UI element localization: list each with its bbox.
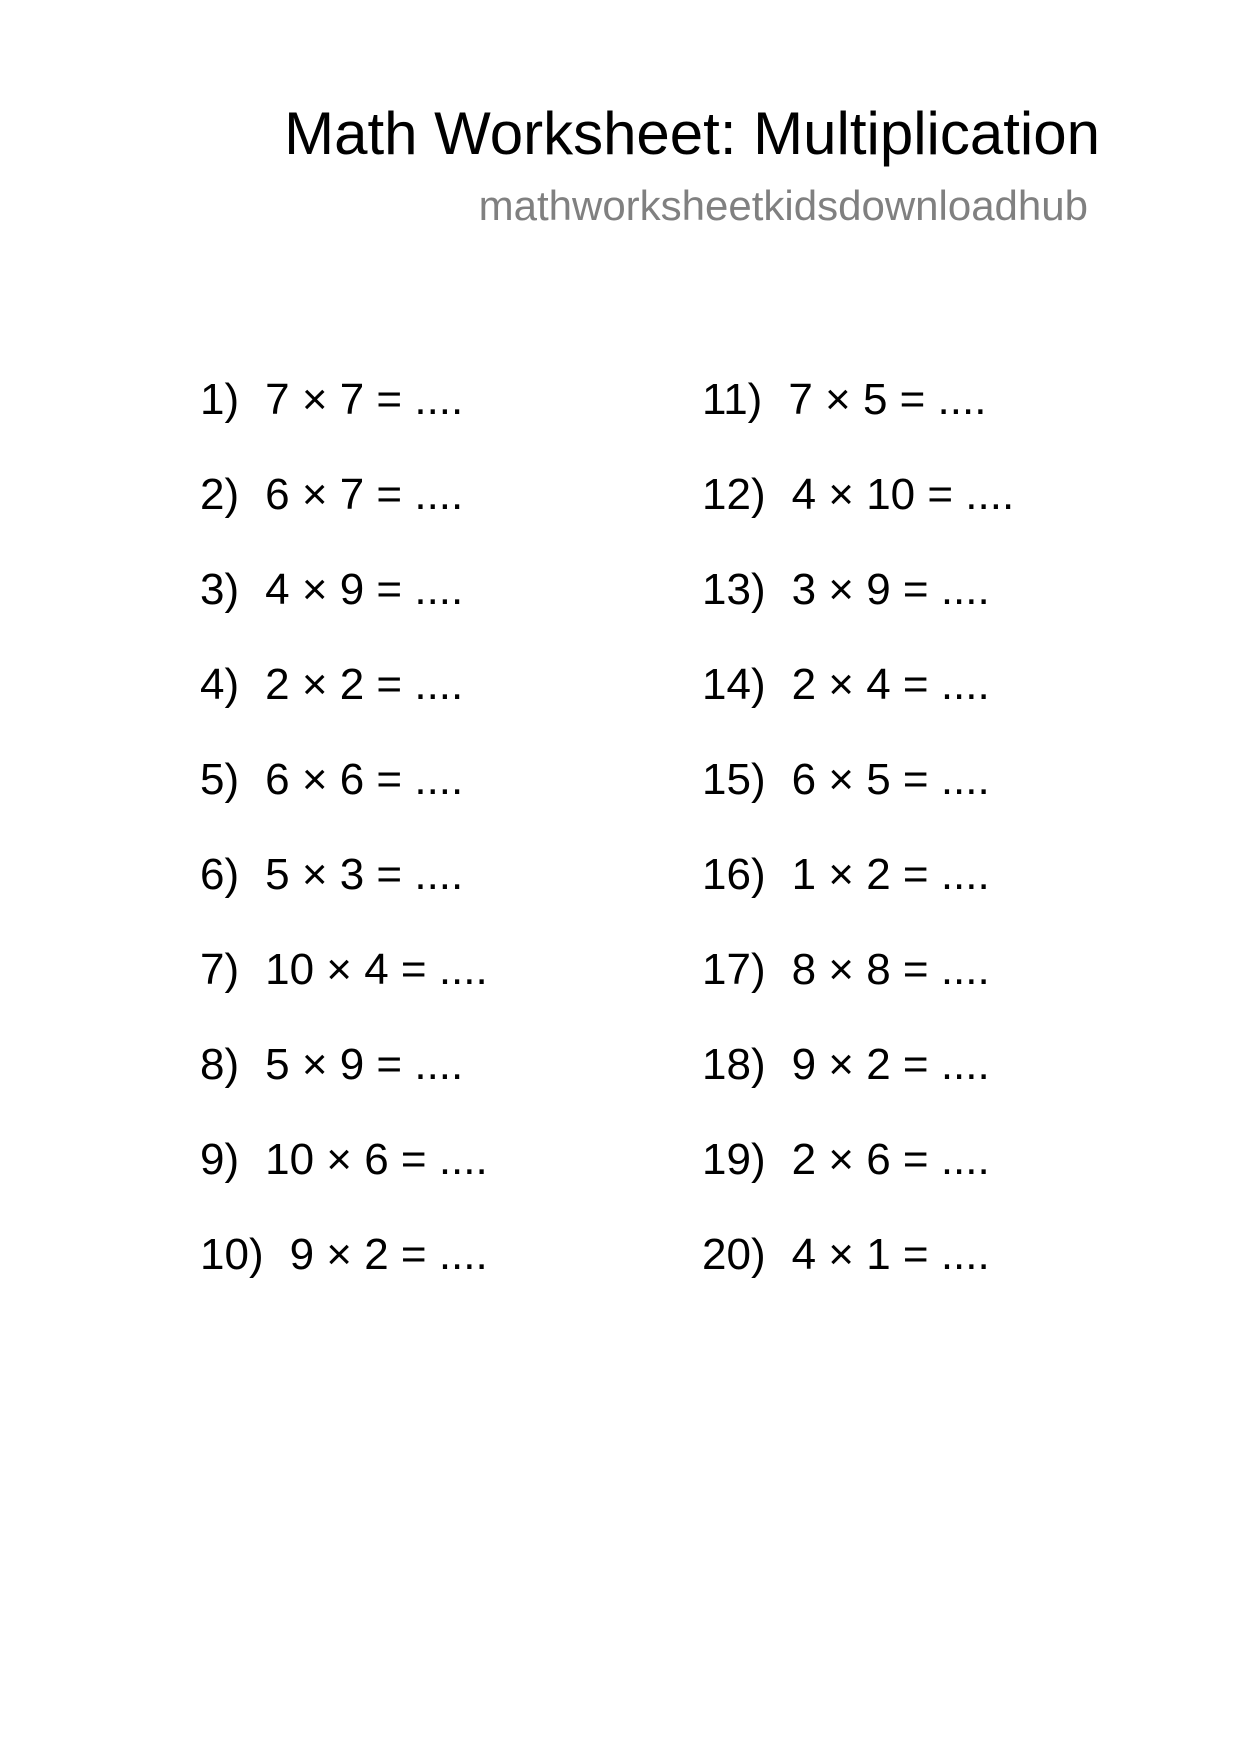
problem-expression: 7 × 5 = .... xyxy=(788,374,987,424)
problem-expression: 5 × 3 = .... xyxy=(265,849,464,899)
problem-number: 6) xyxy=(200,849,240,899)
problem-number: 2) xyxy=(200,469,240,519)
problem-expression: 7 × 7 = .... xyxy=(265,374,464,424)
problem-expression: 4 × 10 = .... xyxy=(791,469,1015,519)
problem-item xyxy=(702,1207,1014,1302)
problem-item xyxy=(200,922,488,1017)
problem-expression: 3 × 9 = .... xyxy=(791,564,990,614)
problem-number: 17) xyxy=(702,944,766,994)
problem-number: 4) xyxy=(200,659,240,709)
problem-expression: 4 × 9 = .... xyxy=(265,564,464,614)
problem-item xyxy=(200,1017,488,1112)
problem-item xyxy=(200,637,488,732)
problem-number: 15) xyxy=(702,754,766,804)
site-name: mathworksheetkidsdownloadhub xyxy=(478,182,1088,229)
problem-item xyxy=(200,827,488,922)
problem-expression: 2 × 4 = .... xyxy=(791,659,990,709)
problem-number: 16) xyxy=(702,849,766,899)
problem-number: 1) xyxy=(200,374,240,424)
problem-item xyxy=(702,732,1014,827)
problem-expression: 9 × 2 = .... xyxy=(289,1229,488,1279)
worksheet-header xyxy=(284,96,1100,232)
problems-column-right xyxy=(702,352,1014,1302)
problem-item xyxy=(702,542,1014,637)
problem-item xyxy=(200,542,488,637)
problem-number: 10) xyxy=(200,1229,264,1279)
problem-number: 18) xyxy=(702,1039,766,1089)
problem-item xyxy=(702,1112,1014,1207)
problem-expression: 6 × 6 = .... xyxy=(265,754,464,804)
problem-expression: 2 × 6 = .... xyxy=(791,1134,990,1184)
problem-item xyxy=(702,1017,1014,1112)
problem-expression: 6 × 5 = .... xyxy=(791,754,990,804)
problem-item xyxy=(702,352,1014,447)
problem-item xyxy=(702,637,1014,732)
problem-number: 7) xyxy=(200,944,240,994)
problem-item xyxy=(200,352,488,447)
problems-column-left xyxy=(200,352,488,1302)
problem-expression: 5 × 9 = .... xyxy=(265,1039,464,1089)
problem-number: 9) xyxy=(200,1134,240,1184)
problem-item xyxy=(200,732,488,827)
problem-item xyxy=(702,447,1014,542)
problem-item xyxy=(702,922,1014,1017)
problem-item xyxy=(200,1112,488,1207)
problem-item xyxy=(200,447,488,542)
problem-number: 8) xyxy=(200,1039,240,1089)
problem-number: 13) xyxy=(702,564,766,614)
problem-item xyxy=(702,827,1014,922)
problem-number: 20) xyxy=(702,1229,766,1279)
problem-expression: 10 × 6 = .... xyxy=(265,1134,488,1184)
problem-expression: 8 × 8 = .... xyxy=(791,944,990,994)
problem-number: 3) xyxy=(200,564,240,614)
problem-number: 11) xyxy=(702,374,763,424)
problem-item xyxy=(200,1207,488,1302)
problem-expression: 9 × 2 = .... xyxy=(791,1039,990,1089)
problem-expression: 2 × 2 = .... xyxy=(265,659,464,709)
problem-number: 14) xyxy=(702,659,766,709)
problem-number: 12) xyxy=(702,469,766,519)
page-title: Math Worksheet: Multiplication xyxy=(284,100,1100,167)
problem-expression: 6 × 7 = .... xyxy=(265,469,464,519)
problem-expression: 4 × 1 = .... xyxy=(791,1229,990,1279)
problem-expression: 1 × 2 = .... xyxy=(791,849,990,899)
problem-number: 19) xyxy=(702,1134,766,1184)
problem-expression: 10 × 4 = .... xyxy=(265,944,488,994)
problem-number: 5) xyxy=(200,754,240,804)
